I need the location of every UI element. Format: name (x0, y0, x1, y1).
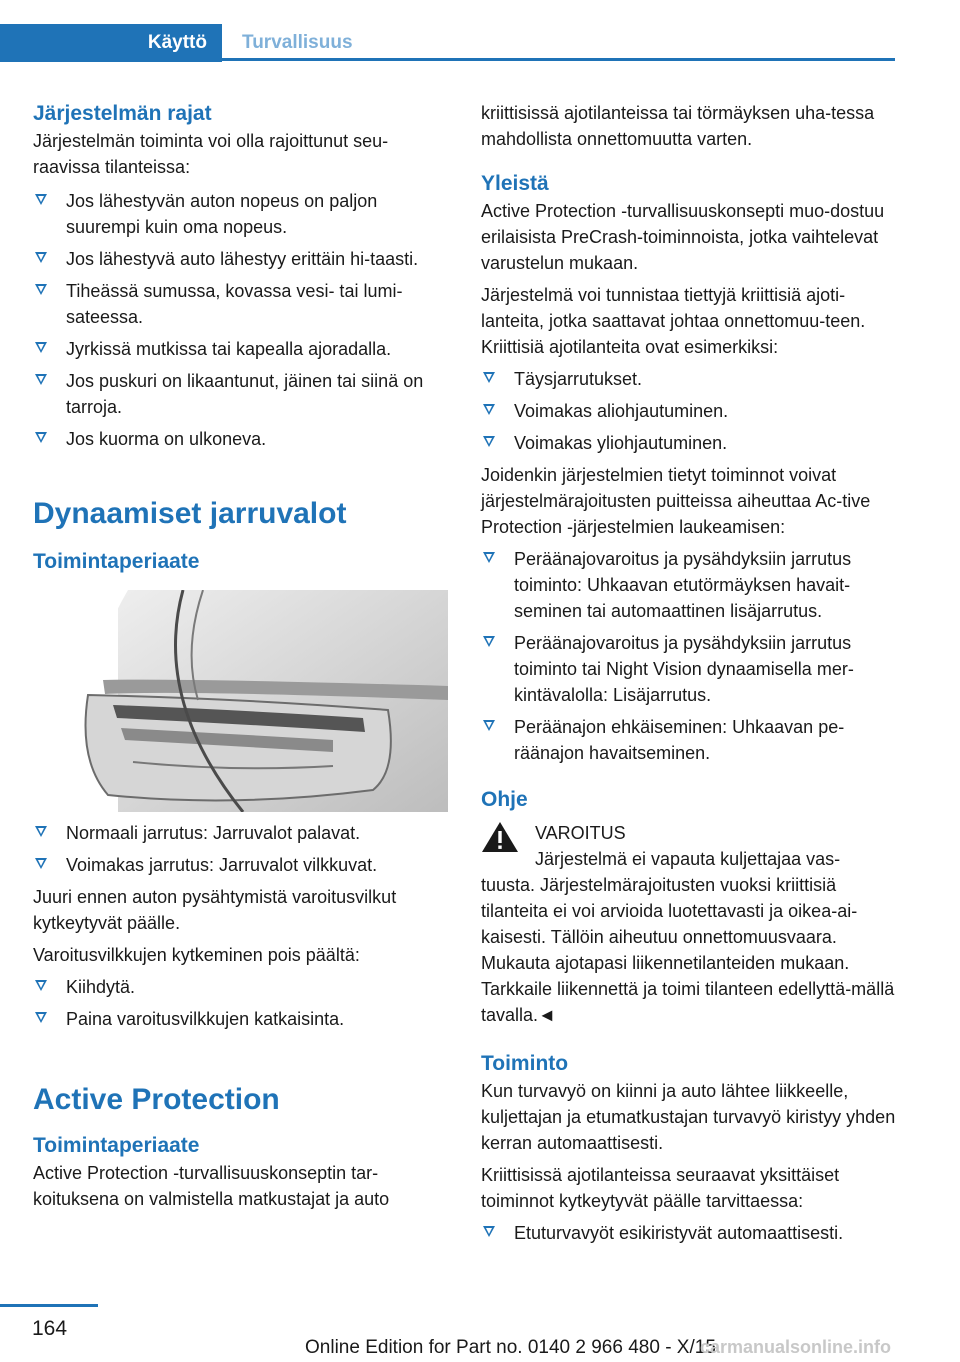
tab-kaytto[interactable]: Käyttö (0, 24, 222, 62)
brake-lights-title: Dynaamiset jarruvalot (33, 497, 347, 530)
tab-turvallisuus[interactable]: Turvallisuus (242, 32, 353, 53)
brake-principle-title: Toimintaperiaate (33, 550, 200, 573)
bullet-triangle-icon (483, 552, 495, 563)
page-number: 164 (32, 1317, 68, 1340)
bullet-triangle-icon (483, 636, 495, 647)
brake-paragraph-1: Juuri ennen auton pysähtymistä varoitusvilkut kytkeytyvät päälle. (33, 887, 397, 933)
bullet-triangle-icon (483, 404, 495, 415)
note-title: Ohje (481, 788, 528, 811)
general-paragraph-2: Järjestelmä voi tunnistaa tiettyjä kriittisiä ajoti-lanteita, jotka saattavat johtaa onnettomuu-teen. Kriittisiä ajotilanteita ovat esimerkiksi: (481, 285, 866, 357)
tail-light-illustration (33, 590, 448, 812)
bullet-triangle-icon (35, 858, 47, 869)
brake-paragraph-2: Varoitusvilkkujen kytkeminen pois päältä: (33, 945, 360, 965)
function-list (481, 1220, 896, 1246)
bullet-triangle-icon (483, 720, 495, 731)
list-item: Peräänajovaroitus ja pysähdyksiin jarrutus toiminto: Uhkaavan etutörmäyksen havait-seminen tai automaattinen lisäjarrutus. (481, 546, 896, 624)
warning-first-line: Järjestelmä ei vapauta kuljettajaa vas- (535, 849, 841, 869)
warning-triangle-icon (481, 820, 519, 854)
list-item: Normaali jarrutus: Jarruvalot palavat. (33, 820, 448, 846)
bullet-triangle-icon (35, 284, 47, 295)
bullet-triangle-icon (35, 252, 47, 263)
list-item: Tiheässä sumussa, kovassa vesi- tai lumi-sateessa. (33, 278, 448, 330)
warning-block (481, 820, 896, 1028)
function-title: Toiminto (481, 1052, 569, 1075)
list-item: Peräänajon ehkäiseminen: Uhkaavan pe-räänajon havaitseminen. (481, 714, 896, 766)
bullet-triangle-icon (483, 436, 495, 447)
list-item: Peräänajovaroitus ja pysähdyksiin jarrutus toiminto tai Night Vision dynaamisella mer-kintävalolla: Lisäjarrutus. (481, 630, 896, 708)
bullet-triangle-icon (35, 342, 47, 353)
list-item: Voimakas jarrutus: Jarruvalot vilkkuvat. (33, 852, 448, 878)
limits-list (33, 188, 448, 452)
list-item: Voimakas yliohjautuminen. (481, 430, 896, 456)
list-item: Jos lähestyvän auton nopeus on paljon suurempi kuin oma nopeus. (33, 188, 448, 240)
bullet-triangle-icon (35, 374, 47, 385)
list-item: Kiihdytä. (33, 974, 448, 1000)
general-paragraph-1: Active Protection -turvallisuuskonsepti muo-dostuu erilaisista PreCrash-toiminnoista, jotka vaihtelevat varustelun mukaan. (481, 201, 885, 273)
watermark: carmanualsonline.info (700, 1337, 892, 1357)
active-protection-title: Active Protection (33, 1083, 280, 1116)
warning-text: tuusta. Järjestelmärajoitusten vuoksi kriittisiä tilanteita ei voi arvioida luotettavasti ja oikea-ai-kaisesti. Tällöin aiheutuu onnettomuusvaara. Mukauta ajotapasi liikennetilanteiden mukaan. Tarkkaile liikennettä ja toimi tilanteen edellyttä-mällä tavalla.◄ (481, 875, 895, 1025)
left-column (33, 100, 448, 1212)
general-list (481, 366, 896, 456)
general-paragraph-3: Joidenkin järjestelmien tietyt toiminnot voivat järjestelmärajoitusten puitteissa aiheuttaa Ac-tive Protection -järjestelmien laukeamisen: (481, 465, 871, 537)
brake-list (33, 820, 448, 878)
ap-paragraph: Active Protection -turvallisuuskonseptin tar-koituksena on valmistella matkustajat ja auto (33, 1163, 390, 1209)
header-bar (0, 0, 895, 62)
warning-label: VAROITUS (535, 823, 626, 843)
brake-list-2 (33, 974, 448, 1032)
general-list-2 (481, 546, 896, 766)
bullet-triangle-icon (483, 1226, 495, 1237)
list-item: Paina varoitusvilkkujen katkaisinta. (33, 1006, 448, 1032)
list-item: Jos lähestyvä auto lähestyy erittäin hi-taasti. (33, 246, 448, 272)
bullet-triangle-icon (35, 980, 47, 991)
bullet-triangle-icon (35, 1012, 47, 1023)
edition-text: Online Edition for Part no. 0140 2 966 480 - X/15 (305, 1337, 716, 1358)
limits-intro: Järjestelmän toiminta voi olla rajoittunut seu-raavissa tilanteissa: (33, 131, 389, 177)
bullet-triangle-icon (35, 194, 47, 205)
function-paragraph-1: Kun turvavyö on kiinni ja auto lähtee liikkeelle, kuljettajan ja etumatkustajan turvavyö kiristyy yhden kerran automaattisesti. (481, 1081, 896, 1153)
list-item: Jos kuorma on ulkoneva. (33, 426, 448, 452)
right-column (481, 100, 896, 1246)
list-item: Jyrkissä mutkissa tai kapealla ajoradalla. (33, 336, 448, 362)
list-item: Jos puskuri on likaantunut, jäinen tai siinä on tarroja. (33, 368, 448, 420)
list-item: Täysjarrutukset. (481, 366, 896, 392)
ap-principle-title: Toimintaperiaate (33, 1134, 200, 1157)
list-item: Voimakas aliohjautuminen. (481, 398, 896, 424)
bullet-triangle-icon (35, 826, 47, 837)
bullet-triangle-icon (483, 372, 495, 383)
footer-rule (0, 1304, 98, 1307)
function-paragraph-2: Kriittisissä ajotilanteissa seuraavat yksittäiset toiminnot kytkeytyvät päälle tarvittaessa: (481, 1165, 840, 1211)
list-item: Etuturvavyöt esikiristyvät automaattisesti. (481, 1220, 896, 1246)
continued-paragraph: kriittisissä ajotilanteissa tai törmäyksen uha-tessa mahdollista onnettomuutta varten. (481, 103, 875, 149)
bullet-triangle-icon (35, 432, 47, 443)
limits-title: Järjestelmän rajat (33, 102, 212, 125)
general-title: Yleistä (481, 172, 549, 195)
header-rule (222, 58, 895, 61)
